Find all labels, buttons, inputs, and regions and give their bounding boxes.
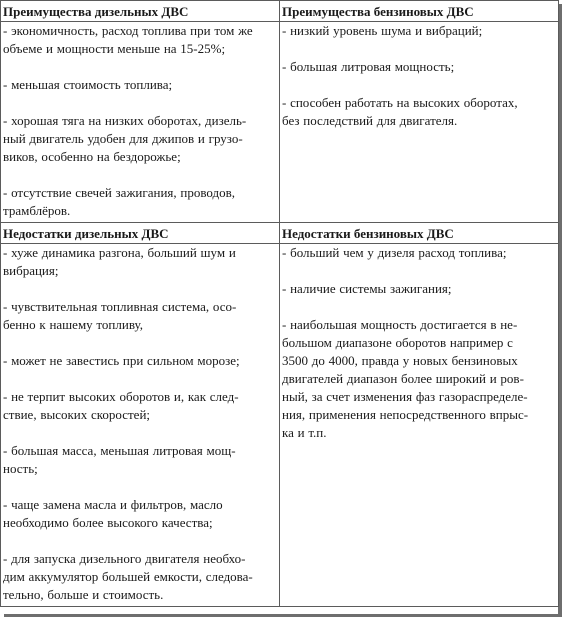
- list-item-line: - для запуска дизельного двигателя необхо-: [3, 551, 246, 566]
- petrol-disadvantages-title: Недостатки бензиновых ДВС: [282, 226, 454, 241]
- list-item: [3, 352, 276, 370]
- diesel-advantages-header-cell: [1, 1, 280, 22]
- petrol-disadvantages-cell: [280, 244, 559, 607]
- item-spacer: [282, 298, 555, 316]
- item-spacer: [282, 262, 555, 280]
- item-spacer: [282, 40, 555, 58]
- list-item-line: - меньшая стоимость топлива;: [3, 77, 173, 92]
- item-spacer: [3, 94, 276, 112]
- item-spacer: [3, 532, 276, 550]
- list-item: [3, 298, 276, 334]
- list-item-line: - больший чем у дизеля расход топлива;: [282, 245, 507, 260]
- list-item: [282, 22, 555, 40]
- item-spacer: [3, 166, 276, 184]
- list-item: [282, 280, 555, 298]
- list-item-line: тельно, больше и стоимость.: [3, 587, 164, 602]
- petrol-disadvantages-header-cell: [280, 223, 559, 244]
- list-item-line: ствие, высоких скоростей;: [3, 407, 151, 422]
- list-item: [3, 244, 276, 280]
- list-item-line: ность;: [3, 461, 38, 476]
- list-item-line: ный, за счет изменения фаз газораспределе-: [282, 389, 528, 404]
- list-item-line: без последствий для двигателя.: [282, 113, 458, 128]
- item-spacer: [3, 424, 276, 442]
- list-item: [3, 388, 276, 424]
- list-item-line: ния, применения непосредственного впрыс-: [282, 407, 529, 422]
- list-item-line: большом диапазоне оборотов например с: [282, 335, 513, 350]
- list-item-line: - экономичность, расход топлива при том же: [3, 23, 253, 38]
- list-item: [3, 112, 276, 166]
- cell-bottom-padding: [3, 604, 276, 606]
- list-item-line: - низкий уровень шума и вибраций;: [282, 23, 483, 38]
- list-item-line: бенно к нашему топливу,: [3, 317, 143, 332]
- list-item-line: - хуже динамика разгона, больший шум и: [3, 245, 236, 260]
- table-row-disadvantages: [1, 244, 559, 607]
- petrol-advantages-list: [282, 22, 555, 132]
- list-item-line: трамблёров.: [3, 203, 71, 218]
- list-item-line: виков, особенно на бездорожье;: [3, 149, 181, 164]
- table-row-disadvantages-header: [1, 223, 559, 244]
- list-item: [282, 94, 555, 130]
- list-item: [3, 76, 276, 94]
- item-spacer: [3, 370, 276, 388]
- list-item-line: вибрация;: [3, 263, 59, 278]
- list-item-line: 3500 до 4000, правда у новых бензиновых: [282, 353, 518, 368]
- list-item: [282, 316, 555, 442]
- list-item-line: объеме и мощности меньше на 15-25%;: [3, 41, 226, 56]
- list-item-line: - наибольшая мощность достигается в не-: [282, 317, 518, 332]
- list-item: [3, 442, 276, 478]
- table-row-advantages: [1, 22, 559, 223]
- petrol-advantages-cell: [280, 22, 559, 223]
- diesel-disadvantages-list: [3, 244, 276, 606]
- item-spacer: [282, 76, 555, 94]
- diesel-disadvantages-header-cell: [1, 223, 280, 244]
- list-item: [3, 496, 276, 532]
- list-item-line: - чувствительная топливная система, осо-: [3, 299, 237, 314]
- list-item-line: - большая литровая мощность;: [282, 59, 455, 74]
- diesel-advantages-title: Преимущества дизельных ДВС: [3, 4, 189, 19]
- list-item: [3, 22, 276, 58]
- table-row-advantages-header: [1, 1, 559, 22]
- item-spacer: [3, 478, 276, 496]
- list-item: [282, 244, 555, 262]
- list-item-line: необходимо более высокого качества;: [3, 515, 213, 530]
- diesel-disadvantages-title: Недостатки дизельных ДВС: [3, 226, 169, 241]
- item-spacer: [3, 334, 276, 352]
- list-item: [3, 184, 276, 220]
- list-item-line: - большая масса, меньшая литровая мощ-: [3, 443, 236, 458]
- list-item: [282, 58, 555, 76]
- petrol-disadvantages-list: [282, 244, 555, 444]
- list-item-line: ный двигатель удобен для джипов и грузо-: [3, 131, 243, 146]
- list-item-line: дим аккумулятор большей емкости, следова-: [3, 569, 253, 584]
- cell-bottom-padding: [282, 442, 555, 444]
- diesel-advantages-list: [3, 22, 276, 222]
- diesel-advantages-cell: [1, 22, 280, 223]
- list-item-line: ка и т.п.: [282, 425, 327, 440]
- petrol-advantages-title: Преимущества бензиновых ДВС: [282, 4, 474, 19]
- diesel-disadvantages-cell: [1, 244, 280, 607]
- list-item-line: - способен работать на высоких оборотах,: [282, 95, 518, 110]
- list-item-line: - хорошая тяга на низких оборотах, дизель-: [3, 113, 247, 128]
- item-spacer: [3, 58, 276, 76]
- list-item-line: - не терпит высоких оборотов и, как след-: [3, 389, 239, 404]
- list-item-line: - наличие системы зажигания;: [282, 281, 452, 296]
- cell-bottom-padding: [282, 130, 555, 132]
- list-item: [3, 550, 276, 604]
- item-spacer: [3, 280, 276, 298]
- list-item-line: - отсутствие свечей зажигания, проводов,: [3, 185, 236, 200]
- list-item-line: - может не завестись при сильном морозе;: [3, 353, 240, 368]
- list-item-line: двигателей диапазон более широкий и ров-: [282, 371, 524, 386]
- list-item-line: - чаще замена масла и фильтров, масло: [3, 497, 223, 512]
- petrol-advantages-header-cell: [280, 1, 559, 22]
